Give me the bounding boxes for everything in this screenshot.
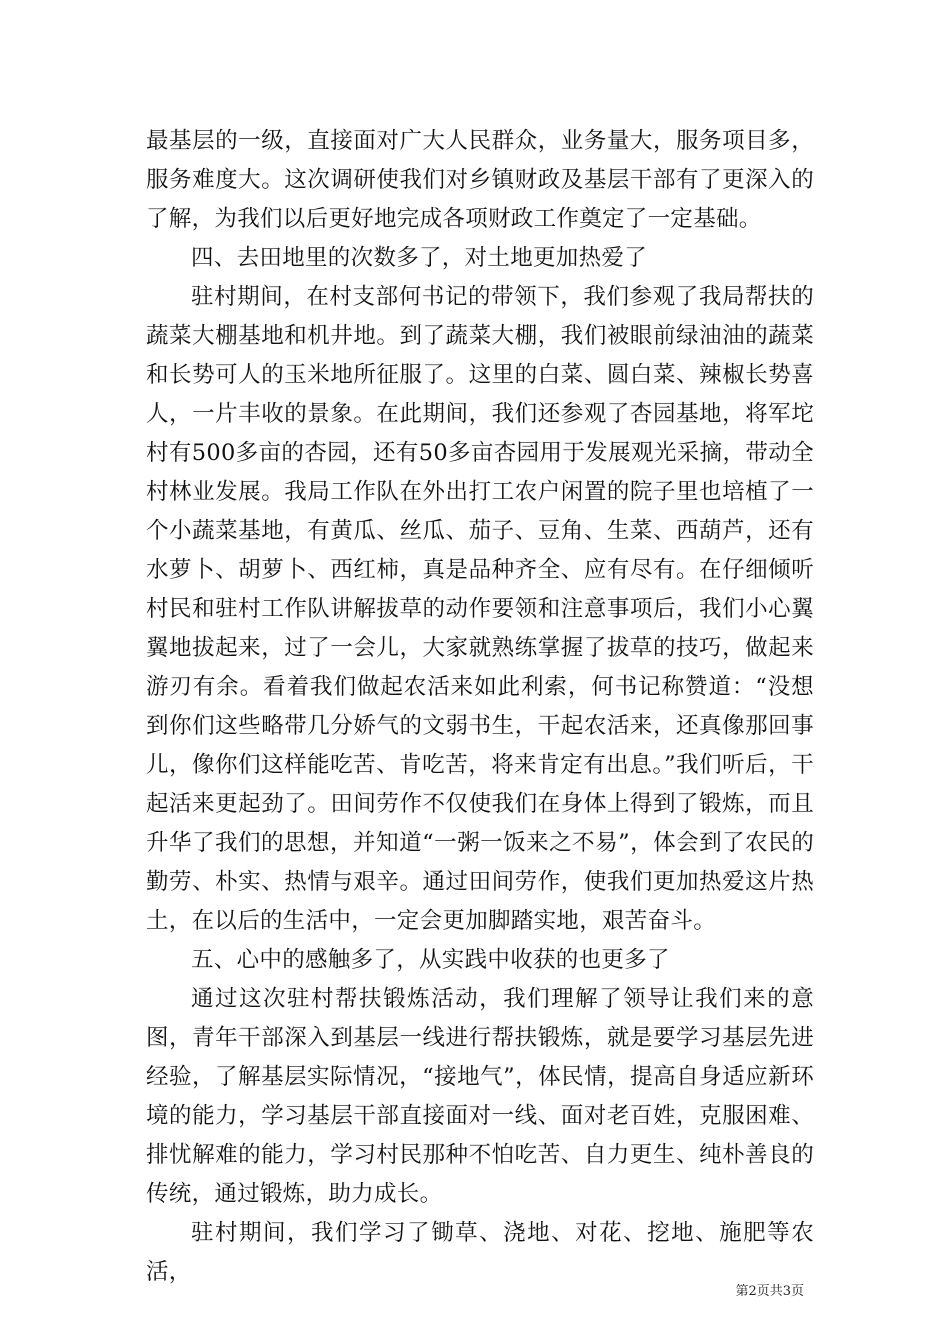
paragraph-field-visit: 驻村期间，在村支部何书记的带领下，我们参观了我局帮扶的蔬菜大棚基地和机井地。到了蔬菜大棚，我们被眼前绿油油的蔬菜和长势可人的玉米地所征服了。这里的白菜、圆白菜、辣椒长势喜人，一片丰收的景象。在此期间，我们还参观了杏园基地，将军坨村有500多亩的杏园，还有50多亩杏园用于发展观光采摘，带动全村林业发展。我局工作队在外出打工农户闲置的院子里也培植了一个小蔬菜基地，有黄瓜、丝瓜、茄子、豆角、生菜、西葫芦，还有水萝卜、胡萝卜、西红柿，真是品种齐全、应有尽有。在仔细倾听村民和驻村工作队讲解拔草的动作要领和注意事项后，我们小心翼翼地拔起来，过了一会儿，大家就熟练掌握了拔草的技巧，做起来游刃有余。看着我们做起农活来如此利索，何书记称赞道：“没想到你们这些略带几分娇气的文弱书生，干起农活来，还真像那回事儿，像你们这样能吃苦、肯吃苦，将来肯定有出息。”我们听后，干起活来更起劲了。田间劳作不仅使我们在身体上得到了锻炼，而且升华了我们的思想，并知道“一粥一饭来之不易”，体会到了农民的勤劳、朴实、热情与艰辛。通过田间劳作，使我们更加热爱这片热土，在以后的生活中，一定会更加脚踏实地，艰苦奋斗。: [146, 284, 814, 934]
paragraph-farm-work: 驻村期间，我们学习了锄草、浇地、对花、挖地、施肥等农活，: [146, 1220, 814, 1285]
section-heading-four: 四、去田地里的次数多了，对土地更加热爱了: [191, 245, 648, 271]
paragraph-continuation: 最基层的一级，直接面对广大人民群众，业务量大，服务项目多，服务难度大。这次调研使我们对乡镇财政及基层干部有了更深入的了解，为我们以后更好地完成各项财政工作奠定了一定基础。: [146, 128, 814, 232]
page-number-footer: 第2页共3页: [735, 1284, 804, 1299]
paragraph-reflection: 通过这次驻村帮扶锻炼活动，我们理解了领导让我们来的意图，青年干部深入到基层一线进行帮扶锻炼，就是要学习基层先进经验，了解基层实际情况，“接地气”，体民情，提高自身适应新环境的能力，学习基层干部直接面对一线、面对老百姓，克服困难、排忧解难的能力，学习村民那种不怕吃苦、自力更生、纯朴善良的传统，通过锻炼，助力成长。: [146, 986, 814, 1207]
document-body: [146, 122, 814, 1292]
section-heading-five: 五、心中的感触多了，从实践中收获的也更多了: [191, 947, 670, 973]
